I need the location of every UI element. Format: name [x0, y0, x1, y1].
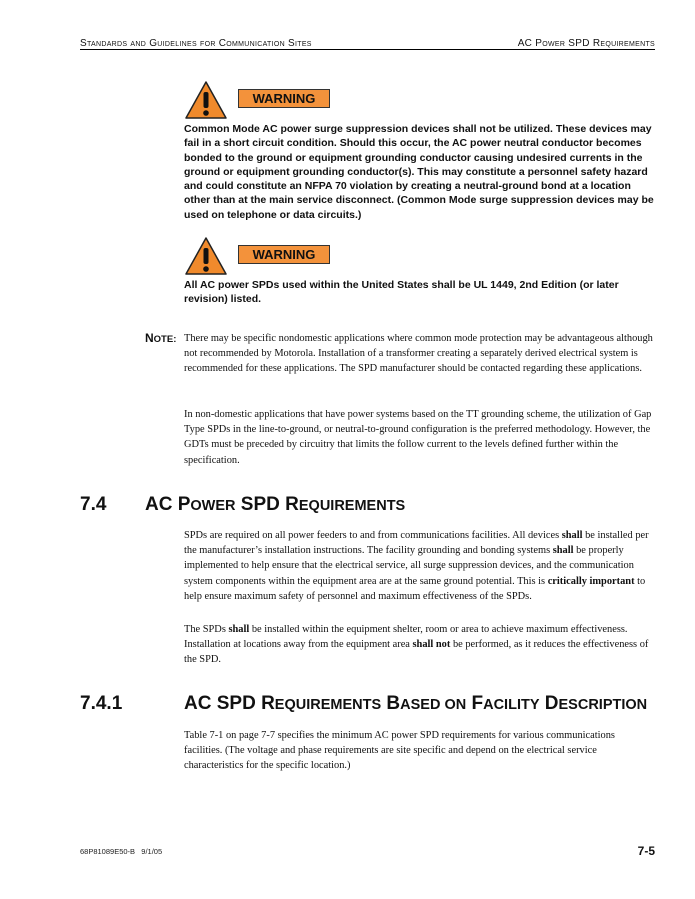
text-run: The SPDs	[184, 624, 229, 635]
section-7-4-paragraph-1	[184, 528, 654, 604]
emphasis-shall: shall	[228, 624, 250, 635]
note-label-first: N	[145, 331, 154, 345]
warning-triangle-icon	[184, 80, 228, 120]
section-7-4-1-number: 7.4.1	[80, 693, 123, 714]
note-paragraph-2: In non-domestic applications that have power systems based on the TT grounding scheme, the utilization of Gap Type SPDs in the line-to-ground, or neutral-to-ground configuration is the preferred methodology. However, the GDTs must be preceded by circuitry that limits the follow current to the levels defined further within the specification.	[184, 409, 652, 466]
warning-text-2: All AC power SPDs used within the United States shall be UL 1449, 2nd Edition (or later revision) listed.	[184, 279, 619, 306]
title-part: AC SPD R	[184, 693, 275, 714]
header-rule	[80, 49, 655, 50]
note-paragraph-1: There may be specific nondomestic applications where common mode protection may be advantageous although not recommended by Motorola. Installation of a transformer creating a separately derived electrical system is recommended for these applications. The SPD manufacturer should be contacted regarding these applications.	[184, 333, 653, 375]
emphasis-shall: shall	[561, 530, 583, 541]
text-run: be installed per the manufacturer’s installation instructions. The facility grounding and bonding systems	[184, 530, 649, 557]
title-part: B	[381, 693, 401, 714]
text-run: be performed, as it reduces the effectiveness of the SPD.	[184, 639, 649, 666]
title-part: OWER	[190, 498, 236, 514]
warning-label-2: WARNING	[238, 245, 330, 264]
text-run: to help ensure maximum safety of personnel and maximum effectiveness of the SPDs.	[184, 575, 646, 602]
title-part: SPD R	[235, 494, 299, 515]
footer-doc-id: 68P81089E50-B 9/1/05	[80, 847, 163, 856]
emphasis-critically-important: critically important	[547, 575, 635, 587]
section-7-4-1-paragraph-1: Table 7-1 on page 7-7 specifies the minimum AC power SPD requirements for various communications facilities. (The voltage and phase requirements are site specific and depend on the electrical service characteristics for the specific location.)	[184, 730, 615, 772]
header-right	[518, 38, 655, 49]
section-7-4-number: 7.4	[80, 494, 107, 515]
header-right-text: AC Power SPD Requirements	[517, 38, 655, 49]
text-run: be installed within the equipment shelter, room or area to achieve maximum effectiveness. Installation at locations away from the equipment area	[184, 624, 628, 651]
header-left	[80, 38, 312, 49]
title-part: ESCRIPTION	[558, 697, 648, 713]
note-label-rest: OTE:	[153, 334, 177, 345]
section-7-4-title	[145, 494, 405, 516]
title-part: EQUIREMENTS	[274, 697, 382, 713]
header-left-text: Standards and Guidelines for Communication Sites	[80, 38, 312, 49]
section-7-4-paragraph-2	[184, 622, 654, 668]
title-part: EQUIREMENTS	[298, 498, 406, 514]
section-7-4-1-title	[184, 693, 647, 715]
warning-label-1: WARNING	[238, 89, 330, 108]
warning-text-1: Common Mode AC power surge suppression devices shall not be utilized. These devices may fail in a short circuit condition. Should this occur, the AC power neutral conductor becomes bonded to the ground or equipment grounding conductor causing undesired currents in the ground or equipment grounding conductor(s). This may constitute a personnel safety hazard and could constitute an NFPA 70 violation by creating a neutral-ground bond at a location other than at the main service disconnect. (Common Mode surge suppression devices may be used on telephone or data circuits.)	[184, 123, 654, 221]
emphasis-shall-not: shall not	[412, 639, 451, 651]
warning-triangle-icon	[184, 236, 228, 276]
title-part: ASED ON	[400, 697, 467, 713]
note-label	[145, 331, 176, 345]
title-part: AC P	[145, 494, 191, 515]
footer-page-number: 7-5	[637, 844, 655, 858]
text-run: SPDs are required on all power feeders to and from communications facilities. All devices	[184, 530, 562, 541]
title-part: D	[539, 693, 559, 714]
title-part: F	[466, 693, 484, 714]
title-part: ACILITY	[483, 697, 540, 713]
text-run: be properly implemented to help ensure that the electrical service, all surge suppression devices, and the communication system components within the equipment area are at the same ground potential. This is	[184, 545, 634, 587]
emphasis-shall: shall	[552, 545, 574, 557]
